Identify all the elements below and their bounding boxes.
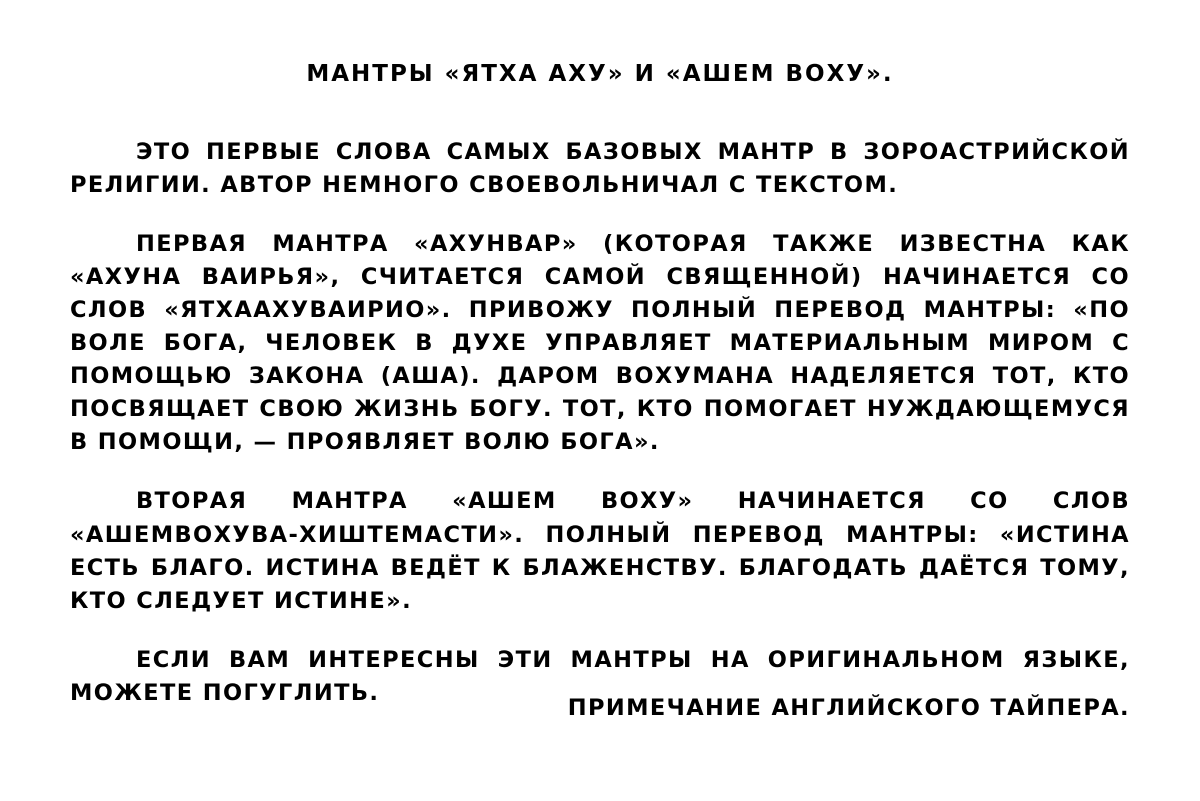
page-title: МАНТРЫ «ЯТХА АХУ» И «АШЕМ ВОХУ». [306,61,894,87]
document-body [70,136,1130,710]
paragraph-2: ПЕРВАЯ МАНТРА «АХУНВАР» (КОТОРАЯ ТАКЖЕ ИЗВЕСТНА КАК «АХУНА ВАИРЬЯ», СЧИТАЕТСЯ САМОЙ СВЯЩЕННОЙ) НАЧИНАЕТСЯ СО СЛОВ «ЯТХААХУВАИРИО». ПРИВОЖУ ПОЛНЫЙ ПЕРЕВОД МАНТРЫ: «ПО ВОЛЕ БОГА, ЧЕЛОВЕК В ДУХЕ УПРАВЛЯЕТ МАТЕРИАЛЬНЫМ МИРОМ С ПОМОЩЬЮ ЗАКОНА (АША). ДАРОМ ВОХУМАНА НАДЕЛЯЕТСЯ ТОТ, КТО ПОСВЯЩАЕТ СВОЮ ЖИЗНЬ БОГУ. ТОТ, КТО ПОМОГАЕТ НУЖДАЮЩЕМУСЯ В ПОМОЩИ, — ПРОЯВЛЯЕТ ВОЛЮ БОГА». [70,231,1130,456]
paragraph-1: ЭТО ПЕРВЫЕ СЛОВА САМЫХ БАЗОВЫХ МАНТР В ЗОРОАСТРИЙСКОЙ РЕЛИГИИ. АВТОР НЕМНОГО СВОЕВОЛЬНИЧАЛ С ТЕКСТОМ. [70,138,1130,198]
signature-note: ПРИМЕЧАНИЕ АНГЛИЙСКОГО ТАЙПЕРА. [567,695,1130,721]
paragraph-3: ВТОРАЯ МАНТРА «АШЕМ ВОХУ» НАЧИНАЕТСЯ СО СЛОВ «АШЕМВОХУВА-ХИШТЕМАСТИ». ПОЛНЫЙ ПЕРЕВОД МАНТРЫ: «ИСТИНА ЕСТЬ БЛАГО. ИСТИНА ВЕДЁТ К БЛАЖЕНСТВУ. БЛАГОДАТЬ ДАЁТСЯ ТОМУ, КТО СЛЕДУЕТ ИСТИНЕ». [70,488,1130,614]
paragraph-4: ЕСЛИ ВАМ ИНТЕРЕСНЫ ЭТИ МАНТРЫ НА ОРИГИНАЛЬНОМ ЯЗЫКЕ, МОЖЕТЕ ПОГУГЛИТЬ. [70,646,1130,706]
